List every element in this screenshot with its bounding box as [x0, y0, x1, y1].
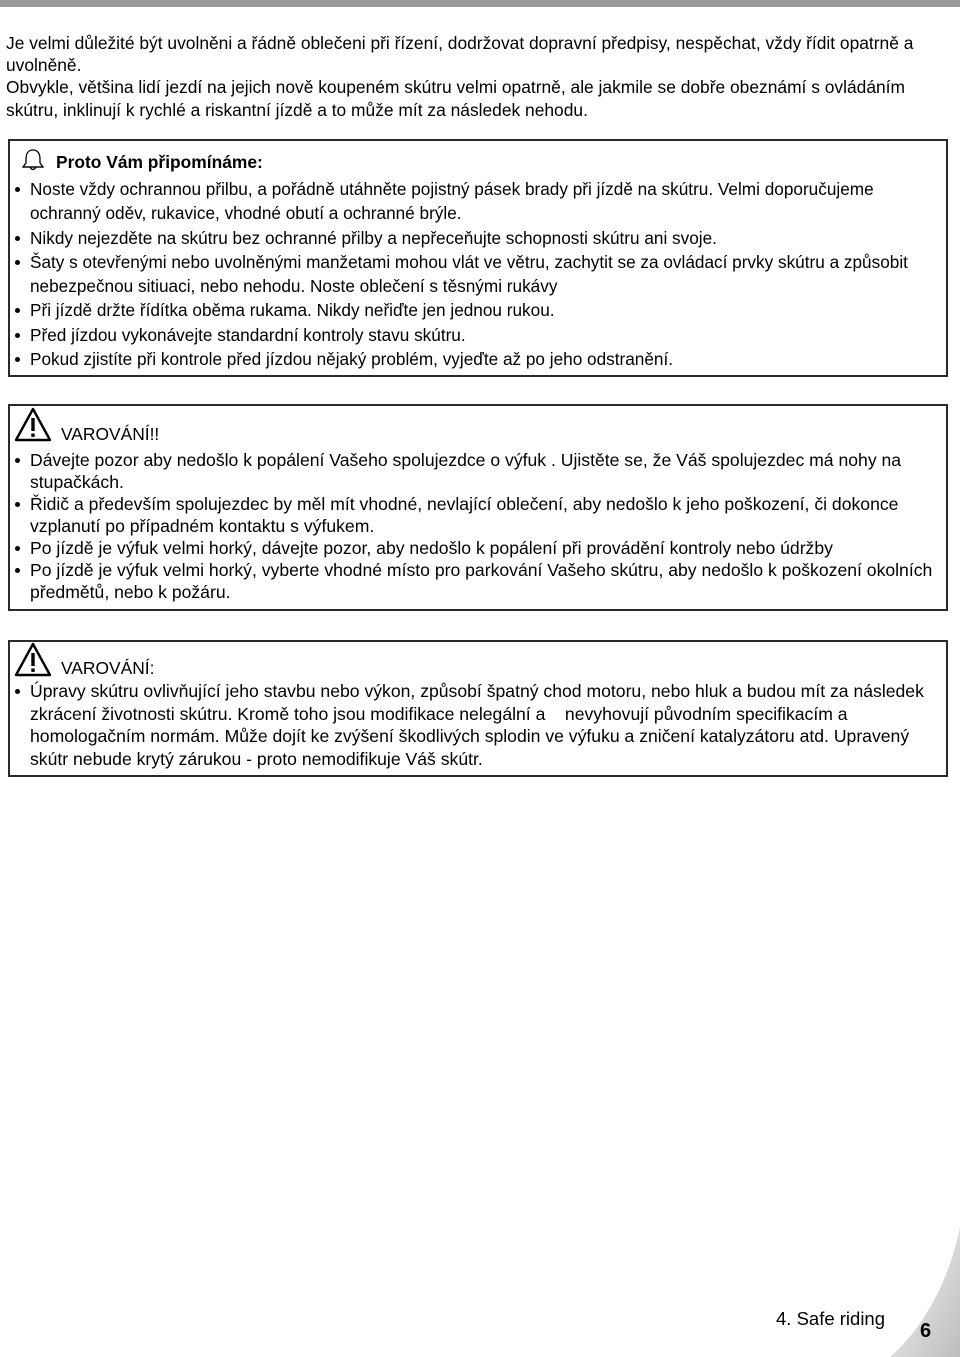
top-rule: [0, 0, 960, 7]
warning-title: VAROVÁNÍ:: [61, 658, 155, 678]
page-curl-decoration: [870, 1227, 960, 1357]
list-item: Řidič a především spolujezdec by měl mít vhodné, nevlající oblečení, aby nedošlo k jeho poškození, či dokonce vzplanutí po případném kontaktu s výfukem.: [30, 493, 942, 537]
warning-triangle-icon: [14, 407, 52, 448]
warning-box-exhaust: [8, 404, 948, 611]
bullet-icon: [15, 187, 20, 192]
reminder-header: [20, 147, 263, 178]
list-item: Při jízdě držte řídítka oběma rukama. Nikdy neřiďte jen jednou rukou.: [30, 298, 942, 322]
page-number: 6: [920, 1320, 932, 1342]
reminder-list: [30, 177, 942, 371]
bullet-icon: [15, 308, 20, 313]
bullet-icon: [15, 546, 20, 551]
list-item: Pokud zjistíte při kontrole před jízdou nějaký problém, vyjeďte až po jeho odstranění.: [30, 347, 942, 371]
list-item: Úpravy skútru ovlivňující jeho stavbu nebo výkon, způsobí špatný chod motoru, nebo hluk a budou mít za následek zkrácení životnosti skútru. Kromě toho jsou modifikace nelegální a nevyhovují původním specifikacím a homologačním normám. Může dojít ke zvýšení škodlivých splodin ve výfuku a zničení katalyzátoru atd. Upravený skútr nebude krytý zárukou - proto nemodifikuje Váš skútr.: [30, 680, 942, 770]
warning-header: [14, 407, 159, 448]
list-item: Šaty s otevřenými nebo uvolněnými manžetami mohou vlát ve větru, zachytit se za ovládací prvky skútru a způsobit nebezpečnou sitiuaci, nebo nehodu. Noste oblečení s těsnými rukávy: [30, 250, 942, 299]
bullet-icon: [15, 236, 20, 241]
bullet-icon: [15, 689, 20, 694]
bell-icon: [20, 147, 46, 178]
bullet-icon: [15, 333, 20, 338]
warning-list: [30, 680, 942, 770]
list-item: Nikdy nejezděte na skútru bez ochranné přilby a nepřeceňujte schopnosti skútru ani svoje.: [30, 226, 942, 250]
bullet-icon: [15, 458, 20, 463]
list-item: Noste vždy ochrannou přilbu, a pořádně utáhněte pojistný pásek brady při jízdě na skútru. Velmi doporučujeme ochranný oděv, rukavice, vhodné obutí a ochranné brýle.: [30, 177, 942, 226]
list-item: Před jízdou vykonávejte standardní kontroly stavu skútru.: [30, 323, 942, 347]
bullet-icon: [15, 568, 20, 573]
footer-section-label: 4. Safe riding: [776, 1308, 886, 1329]
warning-header: [14, 642, 154, 683]
intro-text: [6, 32, 951, 121]
reminder-box: [8, 139, 948, 377]
warning-title: VAROVÁNÍ!!: [61, 424, 160, 444]
list-item: Dávejte pozor aby nedošlo k popálení Vašeho spolujezdce o výfuk . Ujistěte se, že Váš spolujezdec má nohy na stupačkách.: [30, 449, 942, 493]
bullet-icon: [15, 260, 20, 265]
reminder-title: Proto Vám připomínáme:: [56, 152, 263, 172]
list-item: Po jízdě je výfuk velmi horký, vyberte vhodné místo pro parkování Vašeho skútru, aby nedošlo k poškození okolních předmětů, nebo k požáru.: [30, 559, 942, 603]
warning-list: [30, 449, 942, 603]
intro-paragraph-2: Obvykle, většina lidí jezdí na jejich nově koupeném skútru velmi opatrně, ale jakmile se dobře obeznámí s ovládáním skútru, inklinují k rychlé a riskantní jízdě a to může mít za následek nehodu.: [6, 77, 905, 120]
bullet-icon: [15, 357, 20, 362]
list-item: Po jízdě je výfuk velmi horký, dávejte pozor, aby nedošlo k popálení při provádění kontroly nebo údržby: [30, 537, 942, 559]
warning-box-modification: [8, 640, 948, 777]
intro-paragraph-1: Je velmi důležité být uvolněni a řádně oblečeni při řízení, dodržovat dopravní předpisy, nespěchat, vždy řídit opatrně a uvolněně.: [6, 33, 914, 76]
warning-triangle-icon: [14, 642, 52, 683]
bullet-icon: [15, 502, 20, 507]
